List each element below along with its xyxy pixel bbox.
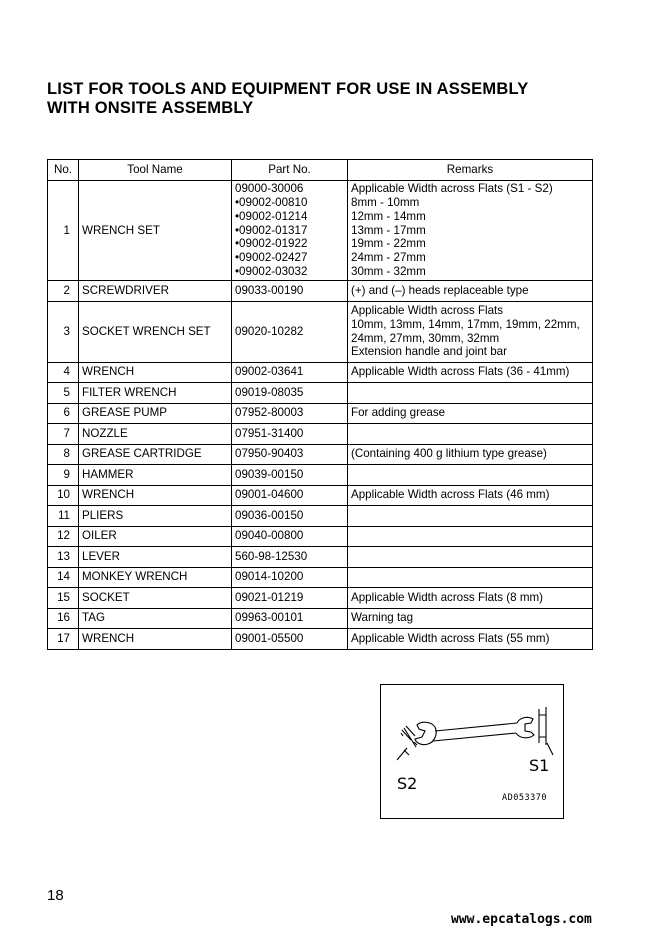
row-part-no: 09039-00150: [232, 465, 348, 486]
row-remarks: [348, 567, 593, 588]
row-tool-name: HAMMER: [79, 465, 232, 486]
remarks-line: 24mm - 27mm: [351, 251, 426, 265]
remarks-line: Extension handle and joint bar: [351, 345, 507, 359]
row-remarks: Applicable Width across Flats (8 mm): [348, 588, 593, 609]
row-tool-name: SOCKET: [79, 588, 232, 609]
row-tool-name: WRENCH SET: [79, 181, 232, 281]
table-row: [48, 444, 593, 465]
row-no: 2: [48, 281, 79, 302]
row-no: 8: [48, 444, 79, 465]
row-no: 10: [48, 485, 79, 506]
row-part-no: 09019-08035: [232, 383, 348, 404]
page-title-line-1: LIST FOR TOOLS AND EQUIPMENT FOR USE IN ASSEMBLY: [47, 80, 529, 98]
row-remarks: (+) and (–) heads replaceable type: [348, 281, 593, 302]
row-no: 4: [48, 362, 79, 383]
table-row: [48, 588, 593, 609]
row-part-no: 09040-00800: [232, 526, 348, 547]
row-no: 15: [48, 588, 79, 609]
remarks-line: 8mm - 10mm: [351, 196, 420, 209]
header-no: No.: [48, 160, 79, 181]
remarks-line: 12mm - 14mm: [351, 209, 426, 223]
row-part-no: 09020-10282: [232, 301, 348, 362]
row-part-no: 560-98-12530: [232, 547, 348, 568]
row-no: 1: [48, 181, 79, 281]
figure-code: AD053370: [502, 793, 547, 803]
remarks-line: 13mm - 17mm: [351, 223, 426, 237]
table-row: [48, 547, 593, 568]
row-remarks: For adding grease: [348, 403, 593, 424]
row-no: 7: [48, 424, 79, 445]
row-remarks: [348, 465, 593, 486]
table-row: [48, 567, 593, 588]
row-part-no: 07951-31400: [232, 424, 348, 445]
row-remarks: Applicable Width across Flats (55 mm): [348, 629, 593, 650]
row-remarks: [348, 383, 593, 404]
row-tool-name: LEVER: [79, 547, 232, 568]
remarks-line: 19mm - 22mm: [351, 237, 426, 251]
row-remarks: Applicable Width across Flats (36 - 41mm): [348, 362, 593, 383]
remarks-line: 24mm, 27mm, 30mm, 32mm: [351, 331, 500, 345]
row-no: 14: [48, 567, 79, 588]
row-tool-name: TAG: [79, 608, 232, 629]
row-no: 6: [48, 403, 79, 424]
header-tool-name: Tool Name: [79, 160, 232, 181]
row-tool-name: WRENCH: [79, 362, 232, 383]
table-row: [48, 383, 593, 404]
row-tool-name: FILTER WRENCH: [79, 383, 232, 404]
table-row: [48, 424, 593, 445]
remarks-line: Applicable Width across Flats: [351, 303, 504, 317]
row-part-no: 09021-01219: [232, 588, 348, 609]
table-row: [48, 181, 593, 281]
table-row: [48, 608, 593, 629]
table-row: [48, 281, 593, 302]
row-part-no: 09001-05500: [232, 629, 348, 650]
part-no-line: •09002-01317: [235, 223, 308, 237]
header-remarks: Remarks: [348, 160, 593, 181]
table-row: [48, 301, 593, 362]
row-part-no: 09036-00150: [232, 506, 348, 527]
part-no-line: 09000-30006: [235, 182, 304, 196]
row-no: 9: [48, 465, 79, 486]
part-no-line: •09002-01922: [235, 237, 308, 251]
table-row: [48, 485, 593, 506]
row-tool-name: SOCKET WRENCH SET: [79, 301, 232, 362]
row-tool-name: OILER: [79, 526, 232, 547]
row-no: 3: [48, 301, 79, 362]
row-tool-name: GREASE PUMP: [79, 403, 232, 424]
wrench-figure: [380, 684, 564, 819]
row-remarks: [348, 547, 593, 568]
row-tool-name: NOZZLE: [79, 424, 232, 445]
row-tool-name: MONKEY WRENCH: [79, 567, 232, 588]
row-remarks: (Containing 400 g lithium type grease): [348, 444, 593, 465]
row-part-no: 09033-00190: [232, 281, 348, 302]
row-remarks: [348, 301, 593, 362]
label-s1: S1: [529, 756, 550, 775]
label-s2: S2: [397, 774, 418, 793]
row-no: 5: [48, 383, 79, 404]
table-row: [48, 526, 593, 547]
row-remarks: Applicable Width across Flats (46 mm): [348, 485, 593, 506]
part-no-line: •09002-02427: [235, 251, 308, 265]
header-part-no: Part No.: [232, 160, 348, 181]
row-part-no: 07952-80003: [232, 403, 348, 424]
row-no: 16: [48, 608, 79, 629]
row-tool-name: SCREWDRIVER: [79, 281, 232, 302]
row-tool-name: WRENCH: [79, 485, 232, 506]
row-part-no: 07950-90403: [232, 444, 348, 465]
row-remarks: Warning tag: [348, 608, 593, 629]
table-row: [48, 629, 593, 650]
row-no: 17: [48, 629, 79, 650]
row-no: 13: [48, 547, 79, 568]
remarks-line: 30mm - 32mm: [351, 264, 426, 278]
table-row: [48, 403, 593, 424]
row-no: 12: [48, 526, 79, 547]
tools-table: [47, 159, 593, 650]
table-row: [48, 506, 593, 527]
row-part-no: 09963-00101: [232, 608, 348, 629]
row-tool-name: GREASE CARTRIDGE: [79, 444, 232, 465]
row-tool-name: PLIERS: [79, 506, 232, 527]
table-row: [48, 362, 593, 383]
part-no-line: •09002-01214: [235, 209, 308, 223]
table-header-row: [48, 160, 593, 181]
row-remarks: [348, 424, 593, 445]
table-row: [48, 465, 593, 486]
row-no: 11: [48, 506, 79, 527]
watermark-link[interactable]: www.epcatalogs.com: [451, 912, 592, 927]
remarks-line: 10mm, 13mm, 14mm, 17mm, 19mm, 22mm,: [351, 317, 580, 331]
row-tool-name: WRENCH: [79, 629, 232, 650]
page-title: [47, 80, 607, 118]
part-no-line: •09002-03032: [235, 264, 308, 278]
row-part-no: 09002-03641: [232, 362, 348, 383]
row-part-no: [232, 181, 348, 281]
row-part-no: 09001-04600: [232, 485, 348, 506]
row-part-no: 09014-10200: [232, 567, 348, 588]
remarks-line: Applicable Width across Flats (S1 - S2): [351, 182, 553, 196]
page-number: 18: [47, 887, 64, 904]
row-remarks: [348, 506, 593, 527]
row-remarks: [348, 181, 593, 281]
part-no-line: •09002-00810: [235, 196, 308, 209]
page-title-line-2: WITH ONSITE ASSEMBLY: [47, 99, 254, 117]
row-remarks: [348, 526, 593, 547]
